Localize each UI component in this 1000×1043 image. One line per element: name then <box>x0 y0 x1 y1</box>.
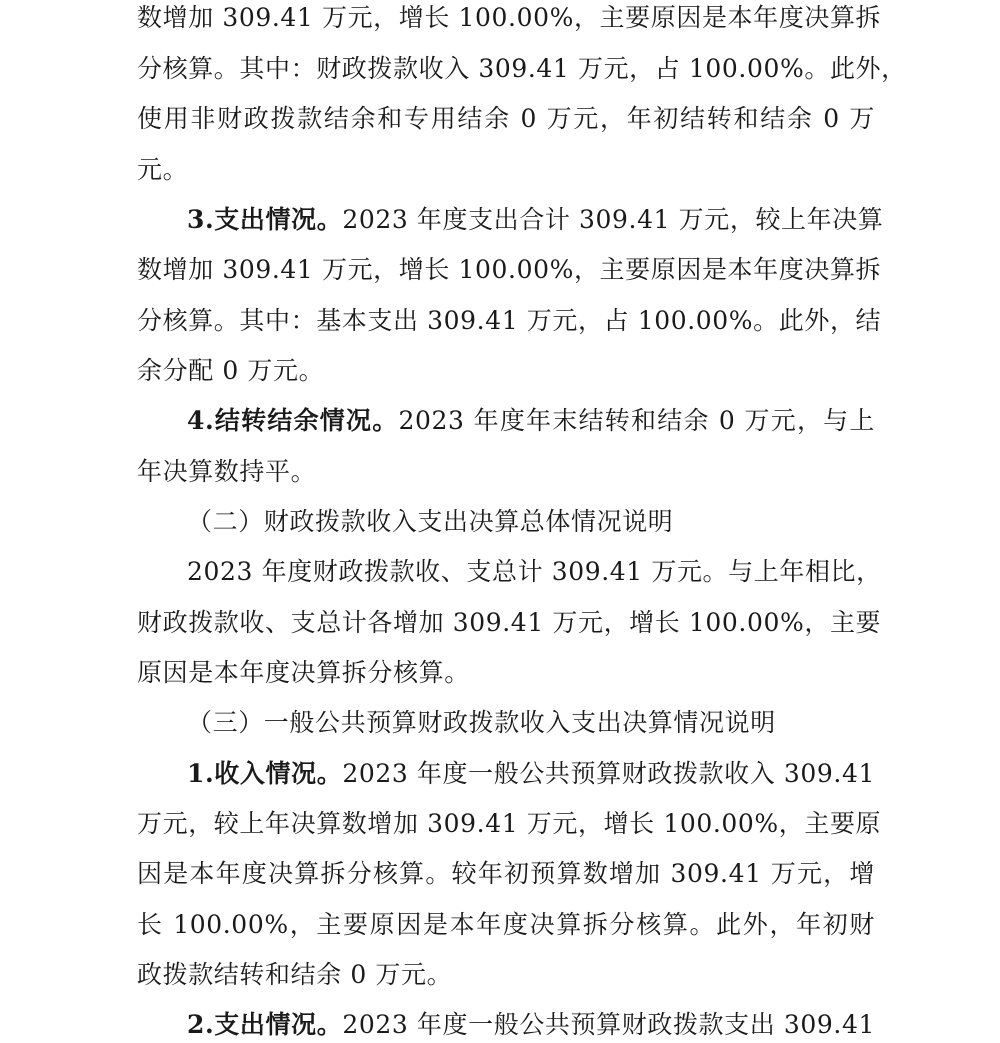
text-line: 使用非财政拨款结余和专用结余 0 万元，年初结转和结余 0 万 <box>137 104 875 133</box>
text-line: 长 100.00%，主要原因是本年度决算拆分核算。此外，年初财 <box>137 910 875 939</box>
text-line: 财政拨款收、支总计各增加 309.41 万元，增长 100.00%，主要 <box>137 608 882 637</box>
section-heading: 4.结转结余情况。 <box>187 406 399 435</box>
text-line: 余分配 0 万元。 <box>137 356 325 385</box>
subsection-title: （二）财政拨款收入支出决算总体情况说明 <box>187 507 674 536</box>
text-line: 年决算数持平。 <box>137 457 317 486</box>
text-span: 2023 年度年末结转和结余 0 万元，与上 <box>398 406 876 435</box>
text-line <box>187 406 875 436</box>
text-line: 原因是本年度决算拆分核算。 <box>137 658 470 687</box>
text-line: 数增加 309.41 万元，增长 100.00%，主要原因是本年度决算拆 <box>137 255 882 284</box>
text-line: 元。 <box>137 155 189 184</box>
section-heading: 2.支出情况。 <box>187 1010 343 1039</box>
text-span: 2023 年度一般公共预算财政拨款收入 309.41 <box>342 759 875 788</box>
subsection-title: （三）一般公共预算财政拨款收入支出决算情况说明 <box>187 708 776 737</box>
text-line: 万元，较上年决算数增加 309.41 万元，增长 100.00%，主要原 <box>137 809 882 838</box>
text-line: 政拨款结转和结余 0 万元。 <box>137 960 453 989</box>
text-line <box>187 205 884 235</box>
text-span: 2023 年度一般公共预算财政拨款支出 309.41 <box>342 1010 875 1039</box>
text-line: 因是本年度决算拆分核算。较年初预算数增加 309.41 万元，增 <box>137 859 875 888</box>
text-line: 2023 年度财政拨款收、支总计 309.41 万元。与上年相比， <box>187 557 882 586</box>
text-line <box>187 759 875 789</box>
text-line: 分核算。其中：基本支出 309.41 万元，占 100.00%。此外，结 <box>137 306 882 335</box>
text-line: 数增加 309.41 万元，增长 100.00%，主要原因是本年度决算拆 <box>137 3 882 32</box>
text-line <box>187 1010 875 1040</box>
text-span: 2023 年度支出合计 309.41 万元，较上年决算 <box>342 205 884 234</box>
text-line: 分核算。其中：财政拨款收入 309.41 万元，占 100.00%。此外， <box>137 54 907 83</box>
section-heading: 1.收入情况。 <box>187 759 343 788</box>
section-heading: 3.支出情况。 <box>187 205 343 234</box>
